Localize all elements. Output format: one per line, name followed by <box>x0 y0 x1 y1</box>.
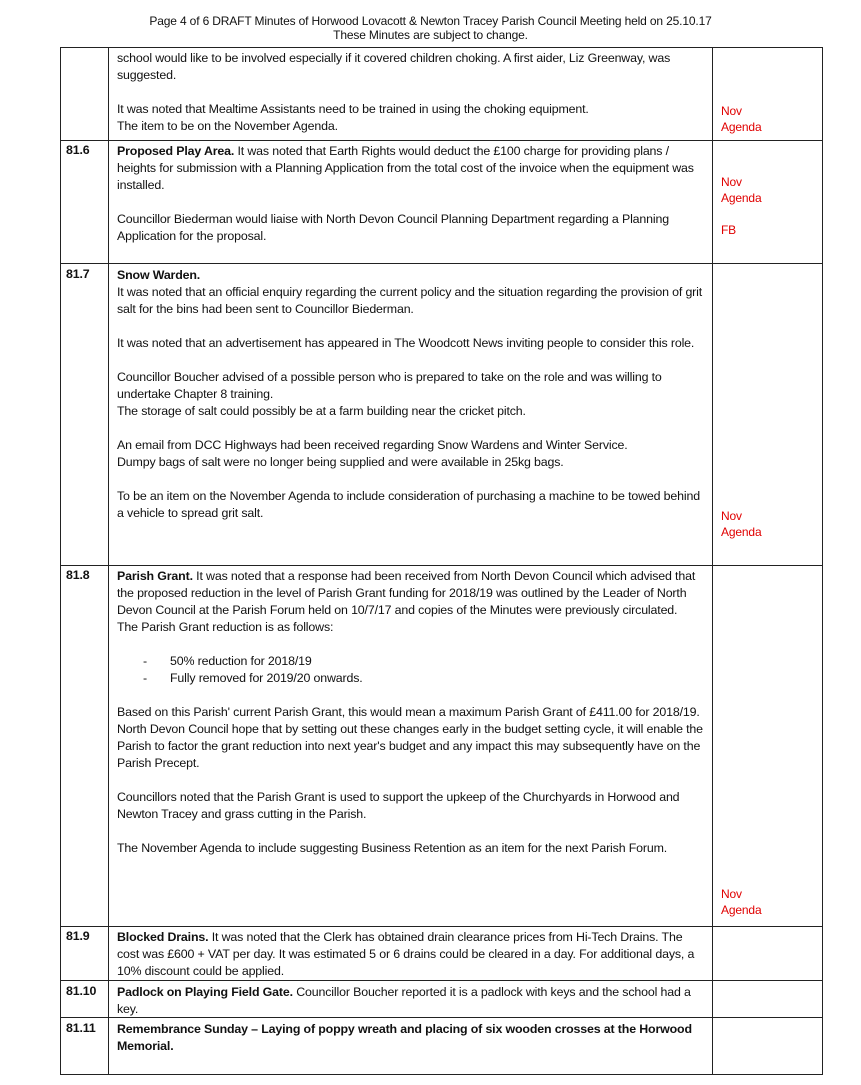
item-title: Padlock on Playing Field Gate. <box>117 985 293 999</box>
item-number: 81.11 <box>66 1021 96 1035</box>
paragraph: It was noted that an advertisement has appeared in The Woodcott News inviting people to consider this role. <box>117 336 695 350</box>
header-line-1: Page 4 of 6 DRAFT Minutes of Horwood Lovacott & Newton Tracey Parish Council Meeting held on 25.10.17 <box>149 14 712 28</box>
table-left-border <box>60 47 61 1074</box>
paragraph: It was noted that an official enquiry regarding the current policy and the situation regarding the provision of grit salt for the bins had been sent to Councillor Biederman. <box>117 285 703 316</box>
paragraph: school would like to be involved especially if it covered children choking. A first aider, Liz Greenway, was suggested. <box>117 51 671 82</box>
action-note: Nov Agenda <box>721 175 762 205</box>
item-title: Remembrance Sunday – Laying of poppy wreath and placing of six wooden crosses at the Horwood Memorial. <box>117 1022 692 1053</box>
item-text-snow-warden <box>117 267 707 522</box>
item-number: 81.8 <box>66 568 90 582</box>
action-note: Nov Agenda <box>721 104 762 134</box>
item-text-blocked-drains <box>117 929 707 980</box>
action-note: Nov Agenda <box>721 887 762 917</box>
list-item: - 50% reduction for 2018/19 <box>143 654 312 668</box>
item-number: 81.10 <box>66 984 97 998</box>
item-title: Parish Grant. <box>117 569 193 583</box>
item-text-remembrance-sunday <box>117 1021 707 1055</box>
item-text-padlock <box>117 984 707 1018</box>
page-header <box>0 14 861 42</box>
item-title: Proposed Play Area. <box>117 144 235 158</box>
paragraph: It was noted that the Clerk has obtained drain clearance prices from Hi-Tech Drains. The cost was £600 + VAT per day. It was estimated 5 or 6 drains could be cleared in a day. For additional days, a 10% discount could be applied. <box>117 930 695 978</box>
header-line-2: These Minutes are subject to change. <box>333 28 528 42</box>
item-title: Snow Warden. <box>117 268 201 282</box>
paragraph: To be an item on the November Agenda to include consideration of purchasing a machine to be towed behind a vehicle to spread grit salt. <box>117 489 700 520</box>
paragraph: The November Agenda to include suggesting Business Retention as an item for the next Parish Forum. <box>117 841 668 855</box>
row-divider <box>60 980 823 981</box>
item-number: 81.6 <box>66 143 90 157</box>
list-item: - Fully removed for 2019/20 onwards. <box>143 671 363 685</box>
paragraph: Councillor Boucher advised of a possible person who is prepared to take on the role and was willing to undertake Chapter 8 training. <box>117 370 662 401</box>
row-divider <box>60 263 823 264</box>
paragraph: It was noted that a response had been received from North Devon Council which advised that the proposed reduction in the level of Parish Grant funding for 2018/19 was outlined by the Leader of North Devon Council at the Parish Forum held on 10/7/17 and copies of the Minutes were previously circulated. <box>117 569 696 617</box>
paragraph: The Parish Grant reduction is as follows: <box>117 620 334 634</box>
action-initials: FB <box>721 223 737 237</box>
column-divider <box>712 47 713 1074</box>
paragraph: It was noted that Earth Rights would deduct the £100 charge for providing plans / heights for submission with a Planning Application from the total cost of the invoice when the equipment was installed. <box>117 144 694 192</box>
item-number: 81.9 <box>66 929 90 943</box>
item-number: 81.7 <box>66 267 90 281</box>
paragraph: Dumpy bags of salt were no longer being supplied and were available in 25kg bags. <box>117 455 564 469</box>
paragraph: Councillor Boucher reported it is a padlock with keys and the school had a key. <box>117 985 691 1016</box>
paragraph: North Devon Council hope that by setting out these changes early in the budget setting cycle, it will enable the Parish to factor the grant reduction into next year's budget and any impact this may subsequently have on the Parish Precept. <box>117 722 703 770</box>
continued-item-text <box>117 50 707 135</box>
table-bottom-border <box>60 1074 823 1075</box>
column-divider <box>108 47 109 1074</box>
paragraph: Councillor Biederman would liaise with North Devon Council Planning Department regarding a Planning Application for the proposal. <box>117 212 669 243</box>
item-text-parish-grant <box>117 568 707 857</box>
row-divider <box>60 565 823 566</box>
row-divider <box>60 926 823 927</box>
paragraph: An email from DCC Highways had been received regarding Snow Wardens and Winter Service. <box>117 438 628 452</box>
item-title: Blocked Drains. <box>117 930 209 944</box>
paragraph: The item to be on the November Agenda. <box>117 119 338 133</box>
paragraph: Based on this Parish' current Parish Grant, this would mean a maximum Parish Grant of £411.00 for 2018/19. <box>117 705 700 719</box>
paragraph: Councillors noted that the Parish Grant is used to support the upkeep of the Churchyards in Horwood and Newton Tracey and grass cutting in the Parish. <box>117 790 680 821</box>
row-divider <box>60 140 823 141</box>
action-note: Nov Agenda <box>721 509 762 539</box>
paragraph: It was noted that Mealtime Assistants need to be trained in using the choking equipment. <box>117 102 589 116</box>
table-right-border <box>822 47 823 1074</box>
table-top-border <box>60 47 823 48</box>
item-text-proposed-play-area <box>117 143 707 245</box>
paragraph: The storage of salt could possibly be at a farm building near the cricket pitch. <box>117 404 526 418</box>
